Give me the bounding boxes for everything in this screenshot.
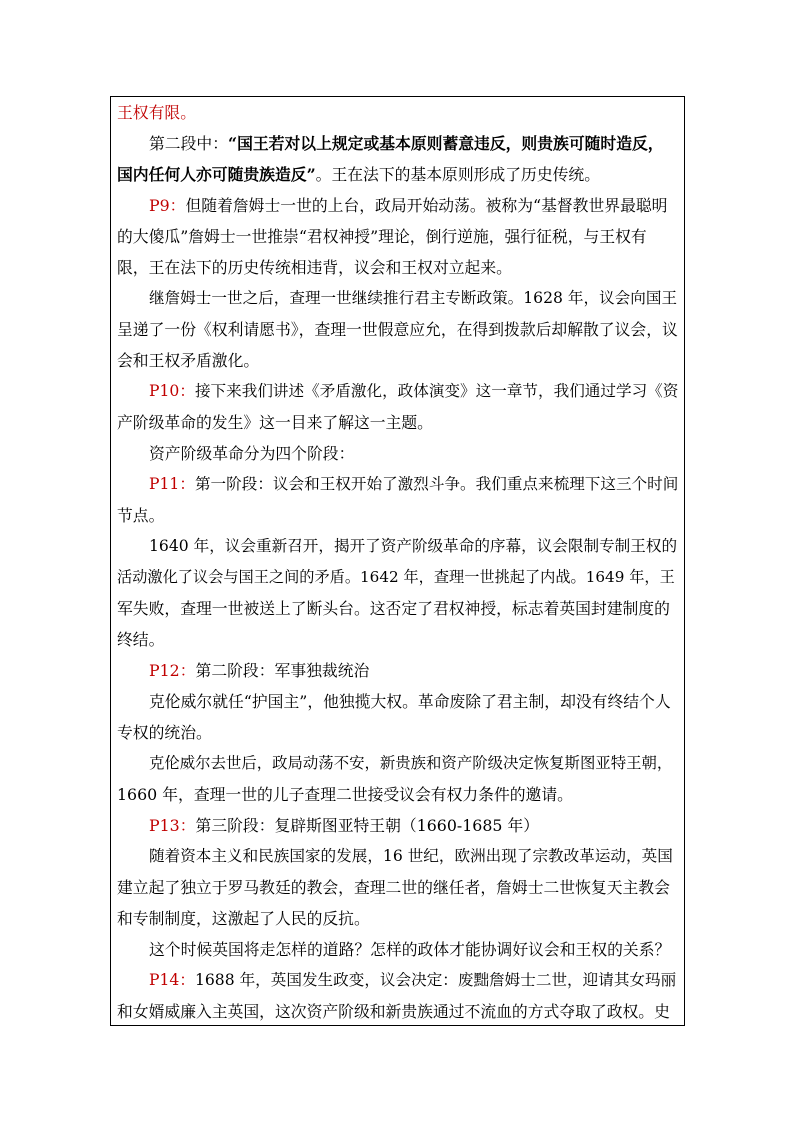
text-line: P9：但随着詹姆士一世的上台，政局开始动荡。被称为“基督教世界最聪明: [149, 196, 668, 215]
slide-label: P10：: [149, 382, 195, 400]
bold-quote: “国王若对以上规定或基本原则蓄意违反，则贵族可随时造反，: [228, 134, 664, 153]
text-line: 随着资本主义和民族国家的发展，16 世纪，欧洲出现了宗教改革运动，英国: [149, 847, 673, 865]
text-line: 1640 年，议会重新召开，揭开了资产阶级革命的序幕，议会限制专制王权的: [149, 537, 678, 555]
bold-quote: 国内任何人亦可随贵族造反”: [117, 165, 316, 184]
text-line: 这个时候英国将走怎样的道路？怎样的政体才能协调好议会和王权的关系？: [149, 940, 671, 959]
text-line: 军失败，查理一世被送上了断头台。这否定了君权神授，标志着英国封建制度的: [117, 599, 670, 618]
slide-label: P14：: [149, 971, 195, 989]
text-line: 1660 年，查理一世的儿子查理二世接受议会有权力条件的邀请。: [117, 785, 573, 804]
text-line: 会和王权矛盾激化。: [117, 351, 260, 370]
text-line: 克伦威尔去世后，政局动荡不安，新贵族和资产阶级决定恢复斯图亚特王朝，: [149, 754, 673, 772]
text-line: 活动激化了议会与国王之间的矛盾。1642 年，查理一世挑起了内战。1649 年，王: [117, 568, 675, 586]
document-table-cell: [110, 96, 685, 1026]
text-line: 资产阶级革命分为四个阶段：: [149, 444, 355, 463]
text-line: 和女婿威廉入主英国，这次资产阶级和新贵族通过不流血的方式夺取了政权。史: [117, 1002, 670, 1021]
text-line: 节点。: [117, 506, 165, 525]
text-line: 终结。: [117, 630, 165, 649]
text-line: 第二段中：“国王若对以上规定或基本原则蓄意违反，则贵族可随时造反，: [149, 134, 664, 153]
text-line: 的大傻瓜”詹姆士一世推崇“君权神授”理论，倒行逆施，强行征税，与王权有: [117, 227, 647, 246]
text-line: 和专制制度，这激起了人民的反抗。: [117, 909, 370, 928]
text-line: 专权的统治。: [117, 723, 212, 742]
slide-label: P11：: [149, 475, 195, 493]
text-line: 呈递了一份《权利请愿书》，查理一世假意应允，在得到拨款后却解散了议会，议: [117, 320, 678, 339]
text-line: 继詹姆士一世之后，查理一世继续推行君主专断政策。1628 年，议会向国王: [149, 289, 678, 307]
text-line: P14：1688 年，英国发生政变，议会决定：废黜詹姆士二世，迎请其女玛丽: [149, 971, 677, 989]
text-line: 建立起了独立于罗马教廷的教会，查理二世的继任者，詹姆士二世恢复天主教会: [117, 878, 670, 897]
text-line: P10：接下来我们讲述《矛盾激化，政体演变》这一章节，我们通过学习《资: [149, 382, 679, 400]
text-line: P12：第二阶段：军事独裁统治: [149, 661, 370, 680]
text-line: 产阶级革命的发生》这一目来了解这一主题。: [117, 413, 433, 432]
slide-label: P12：: [149, 661, 196, 680]
document-text-body: [111, 97, 684, 1026]
slide-label: P9：: [149, 196, 186, 215]
text-line: P13：第三阶段：复辟斯图亚特王朝（1660-1685 年）: [149, 816, 540, 835]
text-line: 限，王在法下的历史传统相违背，议会和王权对立起来。: [117, 258, 512, 277]
text-line: 克伦威尔就任“护国主”，他独揽大权。革命废除了君主制，却没有终结个人: [149, 692, 671, 711]
text-line: P11：第一阶段：议会和王权开始了激烈斗争。我们重点来梳理下这三个时间: [149, 475, 679, 493]
slide-label: P13：: [149, 816, 196, 835]
text-line: 国内任何人亦可随贵族造反”。王在法下的基本原则形成了历史传统。: [117, 165, 601, 184]
text-line-red: 王权有限。: [117, 103, 196, 122]
